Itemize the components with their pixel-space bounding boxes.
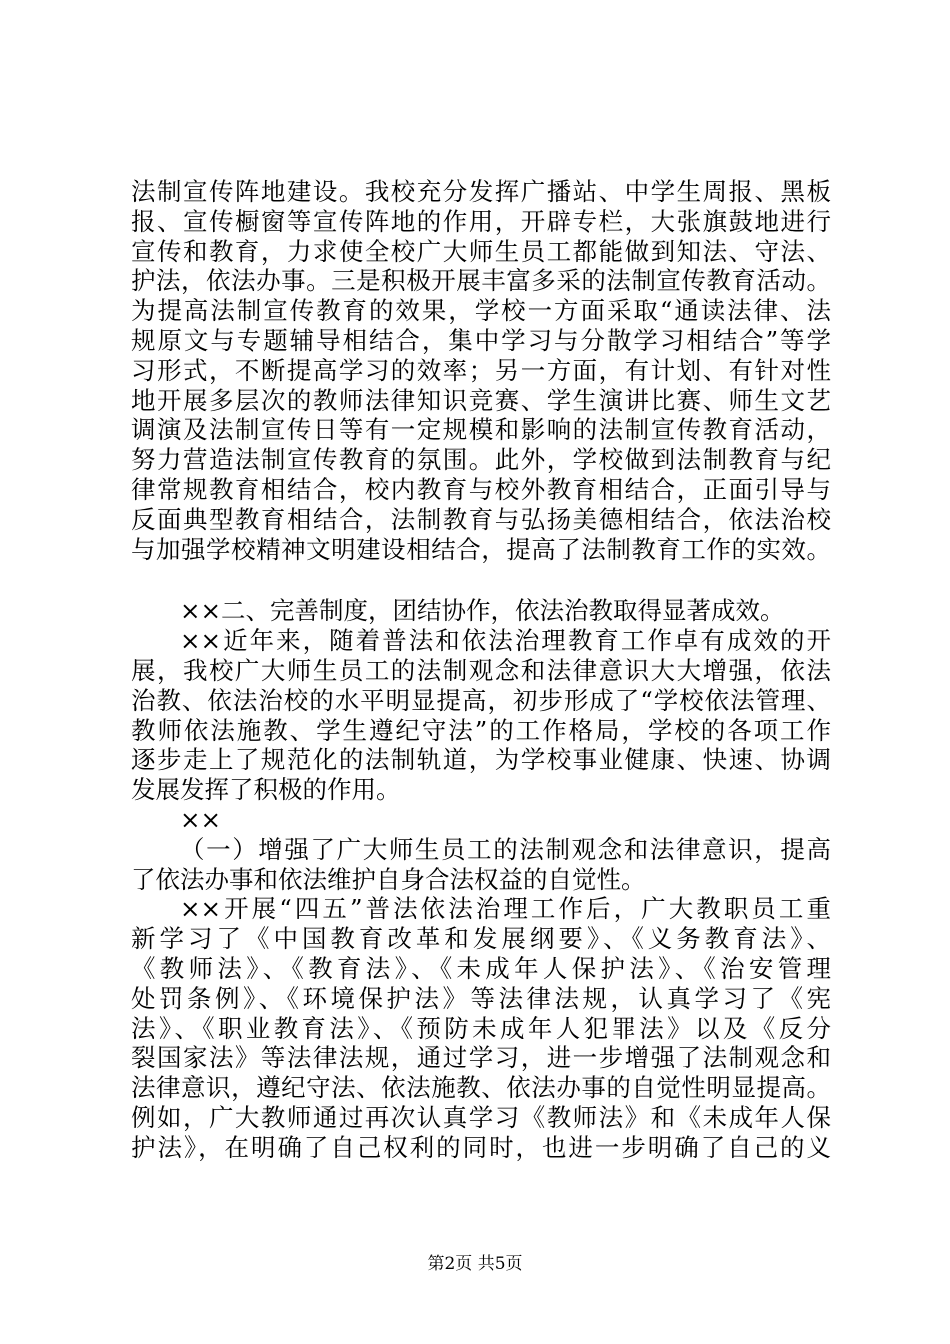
text-line: 为提高法制宣传教育的效果，学校一方面采取“通读法律、法 xyxy=(131,296,831,326)
section-heading: ××二、完善制度，团结协作，依法治教取得显著成效。 xyxy=(180,596,785,626)
text-line: 努力营造法制宣传教育的氛围。此外，学校做到法制教育与纪 xyxy=(131,445,831,475)
document-body xyxy=(131,177,831,1163)
text-line: 护法，依法办事。三是积极开展丰富多采的法制宣传教育活动。 xyxy=(131,266,831,296)
text-line: 《教师法》、《教育法》、《未成年人保护法》、《治安管理 xyxy=(131,953,831,983)
text-line: 习形式，不断提高学习的效率；另一方面，有计划、有针对性 xyxy=(131,355,831,385)
text-line: ×× xyxy=(180,804,222,834)
page-number-footer: 第2页 共5页 xyxy=(427,1254,523,1274)
text-line: 调演及法制宣传日等有一定规模和影响的法制宣传教育活动， xyxy=(131,415,831,445)
text-line: 发展发挥了积极的作用。 xyxy=(131,775,401,805)
text-line: 法制宣传阵地建设。我校充分发挥广播站、中学生周报、黑板 xyxy=(131,177,831,206)
text-line: 律常规教育相结合，校内教育与校外教育相结合，正面引导与 xyxy=(131,474,831,504)
text-line: 法》、《职业教育法》、《预防未成年人犯罪法》以及《反分 xyxy=(131,1013,831,1043)
text-line: 护法》，在明确了自己权利的同时，也进一步明确了自己的义 xyxy=(131,1132,831,1162)
text-line: 教师依法施教、学生遵纪守法”的工作格局，学校的各项工作 xyxy=(131,715,831,745)
paragraph-gap xyxy=(131,564,831,596)
text-line: 反面典型教育相结合，法制教育与弘扬美德相结合，依法治校 xyxy=(131,504,831,534)
text-line: 宣传和教育，力求使全校广大师生员工都能做到知法、守法、 xyxy=(131,236,831,266)
text-line: ××开展“四五”普法依法治理工作后，广大教职员工重 xyxy=(180,894,831,924)
text-line: 与加强学校精神文明建设相结合，提高了法制教育工作的实效。 xyxy=(131,534,831,564)
text-line: 规原文与专题辅导相结合，集中学习与分散学习相结合”等学 xyxy=(131,325,831,355)
text-line: 逐步走上了规范化的法制轨道，为学校事业健康、快速、协调 xyxy=(131,745,831,775)
text-line: 地开展多层次的教师法律知识竞赛、学生演讲比赛、师生文艺 xyxy=(131,385,831,415)
text-line: 处罚条例》、《环境保护法》等法律法规，认真学习了《宪 xyxy=(131,983,831,1013)
text-line: 法律意识，遵纪守法、依法施教、依法办事的自觉性明显提高。 xyxy=(131,1073,831,1103)
text-line: 裂国家法》等法律法规，通过学习，进一步增强了法制观念和 xyxy=(131,1043,831,1073)
text-line: 治教、依法治校的水平明显提高，初步形成了“学校依法管理、 xyxy=(131,685,831,715)
text-line: ××近年来，随着普法和依法治理教育工作卓有成效的开 xyxy=(180,626,831,656)
text-line: 新学习了《中国教育改革和发展纲要》、《义务教育法》、 xyxy=(131,924,831,954)
subsection-heading: （一）增强了广大师生员工的法制观念和法律意识，提高 xyxy=(180,834,831,864)
text-line: 了依法办事和依法维护自身合法权益的自觉性。 xyxy=(131,864,646,894)
text-line: 报、宣传橱窗等宣传阵地的作用，开辟专栏，大张旗鼓地进行 xyxy=(131,206,831,236)
text-line: 例如，广大教师通过再次认真学习《教师法》和《未成年人保 xyxy=(131,1102,831,1132)
text-line: 展，我校广大师生员工的法制观念和法律意识大大增强，依法 xyxy=(131,655,831,685)
